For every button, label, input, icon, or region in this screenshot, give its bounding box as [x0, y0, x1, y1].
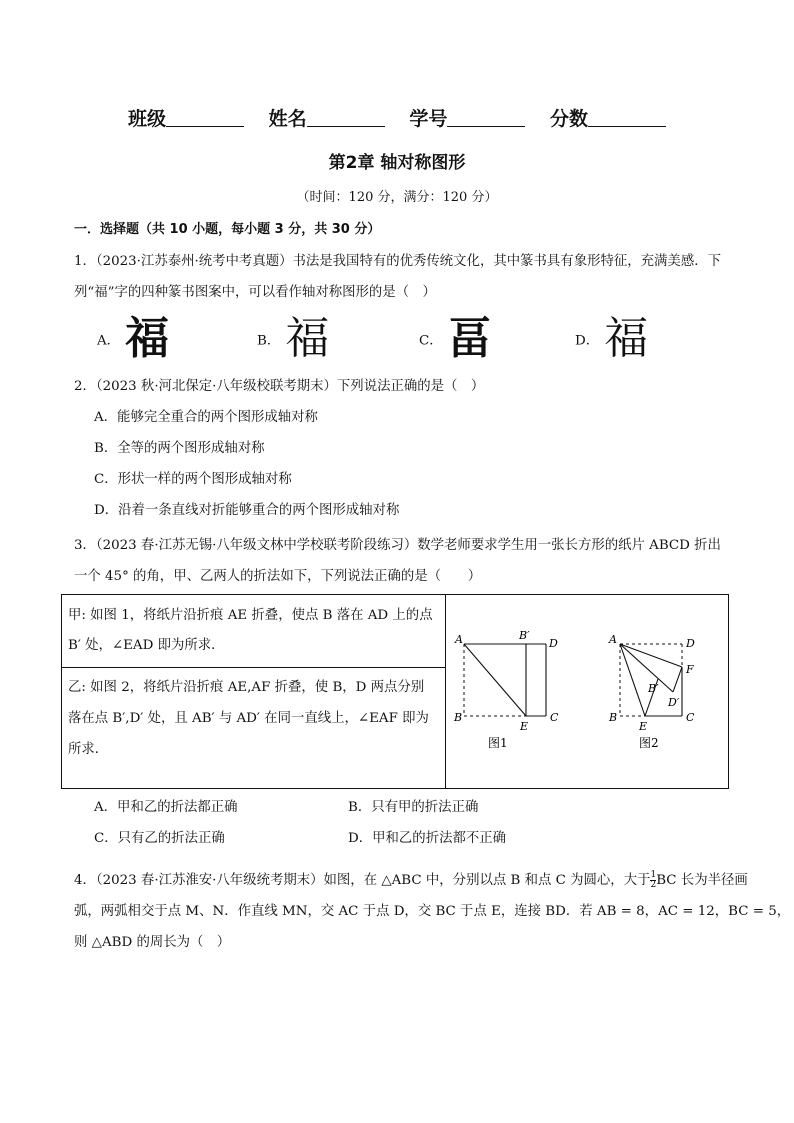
- id-blank[interactable]: [447, 108, 525, 127]
- fu-seal-glyph-d: 福: [604, 313, 652, 364]
- q2-option-c[interactable]: C．形状一样的两个图形成轴对称: [94, 472, 292, 487]
- fig2-label-dprime: D′: [668, 696, 680, 709]
- q4-fraction-half: $\frac{1}{2}$: [650, 870, 657, 890]
- q4-line1: 4．（2023 春·江苏淮安·八年级统考期末）如图，在 △ABC 中，分别以点 B 和点 C 为圆心，大于 $\frac{1}{2}$ BC 长为半径画: [74, 870, 748, 890]
- fu-seal-glyph-b: 福: [285, 313, 330, 364]
- name-field: 姓名: [269, 104, 385, 131]
- exam-meta: （时间：120 分，满分：120 分）: [296, 190, 498, 205]
- score-field: 分数: [550, 104, 666, 131]
- fig1-label-d: D: [549, 637, 558, 650]
- fig2-label-a: A: [609, 633, 617, 646]
- class-blank[interactable]: [166, 108, 244, 127]
- fu-seal-glyph-c: 畐: [447, 313, 492, 364]
- fig2-label-d: D: [686, 637, 695, 650]
- fig2-caption: 图2: [639, 736, 659, 750]
- q4-line2: 弧，两弧相交于点 M、N．作直线 MN，交 AC 于点 D，交 BC 于点 E，连接 BD．若 AB = 8，AC = 12，BC = 5，: [74, 904, 791, 919]
- q2-option-d[interactable]: D．沿着一条直线对折能够重合的两个图形成轴对称: [94, 503, 400, 518]
- q1-option-b[interactable]: B． 福: [257, 313, 330, 364]
- fig2-label-c: C: [686, 711, 695, 724]
- name-blank[interactable]: [307, 108, 385, 127]
- fig1-label-e: E: [520, 720, 529, 733]
- q1-option-d[interactable]: D． 福: [575, 313, 652, 364]
- q3-option-d[interactable]: D．甲和乙的折法都不正确: [348, 831, 507, 846]
- q2-text: 2．（2023 秋·河北保定·八年级校联考期末）下列说法正确的是（ ）: [74, 379, 485, 394]
- figure-2: [608, 633, 695, 750]
- q3-figures: [446, 595, 728, 788]
- section-heading: 一．选择题（共 10 小题，每小题 3 分，共 30 分）: [74, 222, 381, 237]
- q3-methods-column: [62, 595, 446, 788]
- fu-seal-glyph-a: 福: [125, 313, 168, 364]
- figure-1: [453, 629, 559, 750]
- q3-method-table: [61, 594, 729, 789]
- fig1-label-c: C: [550, 711, 559, 724]
- question-1: [74, 246, 724, 308]
- q2-option-a[interactable]: A．能够完全重合的两个图形成轴对称: [94, 410, 318, 425]
- q1-line2: 列“福”字的四种篆书图案中，可以看作轴对称图形的是（ ）: [74, 285, 436, 300]
- fig1-label-b: B: [454, 711, 463, 724]
- q1-option-a[interactable]: A． 福: [97, 313, 168, 364]
- q1-option-c[interactable]: C． 畐: [419, 313, 492, 364]
- q3-option-b[interactable]: B．只有甲的折法正确: [348, 800, 479, 815]
- class-field: 班级: [128, 104, 244, 131]
- q4-line3: 则 △ABD 的周长为（ ）: [74, 935, 231, 950]
- q3-line1: 3．（2023 春·江苏无锡·八年级文林中学校联考阶段练习）数学老师要求学生用一张长方形的纸片 ABCD 折出: [74, 538, 721, 553]
- q2-option-b[interactable]: B．全等的两个图形成轴对称: [94, 441, 265, 456]
- fig2-label-b: B: [609, 711, 618, 724]
- q3-line2: 一个 45° 的角，甲、乙两人的折法如下，下列说法正确的是（ ）: [74, 569, 482, 584]
- fig1-label-a: A: [455, 633, 463, 646]
- method-yi: 乙: 如图 2，将纸片沿折痕 AE,AF 折叠，使 B，D 两点分别 落在点 B′,D′ 处，且 AB′ 与 AD′ 在同一直线上，∠EAF 即为 所求．: [68, 680, 429, 757]
- chapter-title: 第2章 轴对称图形: [328, 153, 466, 173]
- fig2-label-bprime: B′: [648, 682, 659, 695]
- student-id-field: 学号: [409, 104, 525, 131]
- method-jia: 甲: 如图 1，将纸片沿折痕 AE 折叠，使点 B 落在 AD 上的点 B′ 处，∠EAD 即为所求．: [62, 595, 445, 668]
- q1-line1: 1．（2023·江苏泰州·统考中考真题）书法是我国特有的优秀传统文化，其中篆书具有象形特征，充满美感．下: [74, 254, 721, 269]
- fig1-label-bprime: B′: [519, 629, 530, 642]
- q3-options: [94, 792, 694, 854]
- q3-option-a[interactable]: A．甲和乙的折法都正确: [94, 800, 238, 815]
- fig1-caption: 图1: [488, 736, 508, 750]
- student-info-header: [0, 104, 794, 131]
- question-4: [74, 865, 791, 958]
- q1-options: [97, 310, 697, 366]
- fig2-label-e: E: [639, 720, 648, 733]
- q3-option-c[interactable]: C．只有乙的折法正确: [94, 831, 225, 846]
- question-3: [74, 530, 724, 592]
- question-2: [74, 371, 724, 526]
- score-blank[interactable]: [588, 108, 666, 127]
- fig2-label-f: F: [686, 663, 694, 676]
